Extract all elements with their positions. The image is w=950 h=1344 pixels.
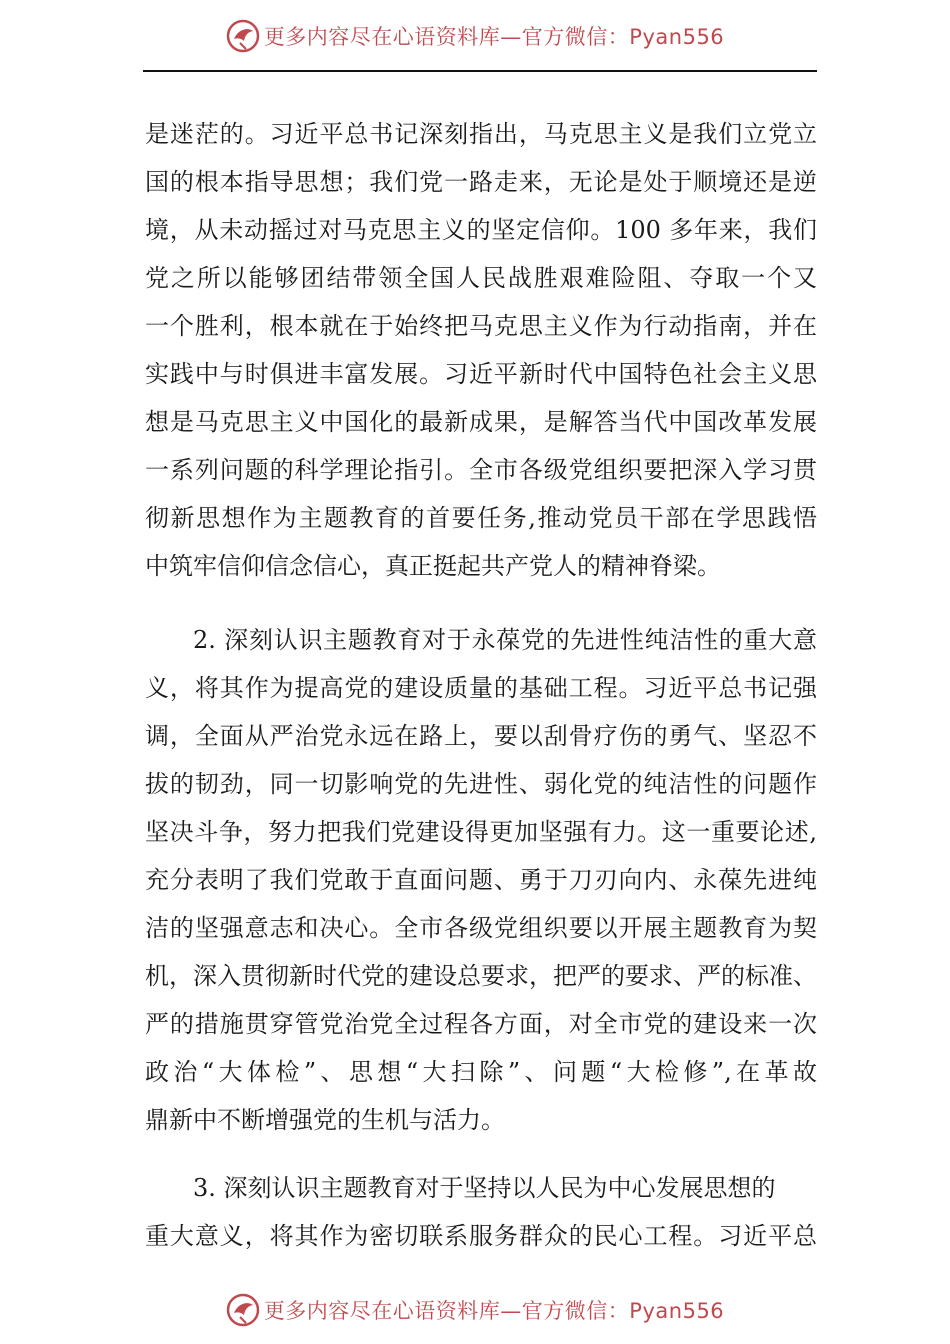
- text-line: 坚决斗争，努力把我们党建设得更加坚强有力。这一重要论述,: [145, 818, 817, 846]
- dove-logo-icon: [226, 19, 260, 53]
- text-line: 想是马克思主义中国化的最新成果，是解答当代中国改革发展: [145, 408, 817, 436]
- header-banner: [0, 12, 950, 60]
- text-line: 拔的韧劲，同一切影响党的先进性、弱化党的纯洁性的问题作: [145, 770, 817, 798]
- text-line: 重大意义，将其作为密切联系服务群众的民心工程。习近平总: [145, 1222, 817, 1250]
- dove-logo-icon: [226, 1293, 260, 1327]
- text-line: 3. 深刻认识主题教育对于坚持以人民为中心发展思想的: [193, 1174, 776, 1202]
- text-line: 党之所以能够团结带领全国人民战胜艰难险阻、夺取一个又: [145, 264, 817, 292]
- text-line: 义，将其作为提高党的建设质量的基础工程。习近平总书记强: [145, 674, 817, 702]
- paragraph-1: [145, 110, 817, 590]
- footer-banner-text: 更多内容尽在心语资料库—官方微信：Pyan556: [263, 1299, 725, 1323]
- text-line: 鼎新中不断增强党的生机与活力。: [145, 1106, 505, 1134]
- header-banner-text: 更多内容尽在心语资料库—官方微信：Pyan556: [263, 25, 725, 49]
- text-line: 彻新思想作为主题教育的首要任务,推动党员干部在学思践悟: [145, 504, 817, 532]
- document-body: [145, 110, 817, 1260]
- text-line: 一个胜利，根本就在于始终把马克思主义作为行动指南，并在: [145, 312, 817, 340]
- text-line: 境，从未动摇过对马克思主义的坚定信仰。100 多年来，我们: [145, 216, 817, 244]
- footer-banner: [0, 1286, 950, 1334]
- text-line: 调，全面从严治党永远在路上，要以刮骨疗伤的勇气、坚忍不: [145, 722, 817, 750]
- text-line: 国的根本指导思想；我们党一路走来，无论是处于顺境还是逆: [145, 168, 817, 196]
- paragraph-2: [145, 616, 817, 1144]
- text-line: 一系列问题的科学理论指引。全市各级党组织要把深入学习贯: [145, 456, 817, 484]
- text-line: 充分表明了我们党敢于直面问题、勇于刀刃向内、永葆先进纯: [145, 866, 817, 894]
- text-line: 中筑牢信仰信念信心，真正挺起共产党人的精神脊梁。: [145, 552, 721, 580]
- text-line: 实践中与时俱进丰富发展。习近平新时代中国特色社会主义思: [145, 360, 817, 388]
- text-line: 是迷茫的。习近平总书记深刻指出，马克思主义是我们立党立: [145, 120, 817, 148]
- text-line: 政治“大体检”、思想“大扫除”、问题“大检修”,在革故: [145, 1058, 817, 1086]
- paragraph-3: [145, 1164, 817, 1260]
- header-divider: [143, 70, 817, 72]
- text-line: 严的措施贯穿管党治党全过程各方面，对全市党的建设来一次: [145, 1010, 817, 1038]
- text-line: 2. 深刻认识主题教育对于永葆党的先进性纯洁性的重大意: [193, 626, 817, 654]
- text-line: 洁的坚强意志和决心。全市各级党组织要以开展主题教育为契: [145, 914, 817, 942]
- text-line: 机，深入贯彻新时代党的建设总要求，把严的要求、严的标准、: [145, 962, 817, 990]
